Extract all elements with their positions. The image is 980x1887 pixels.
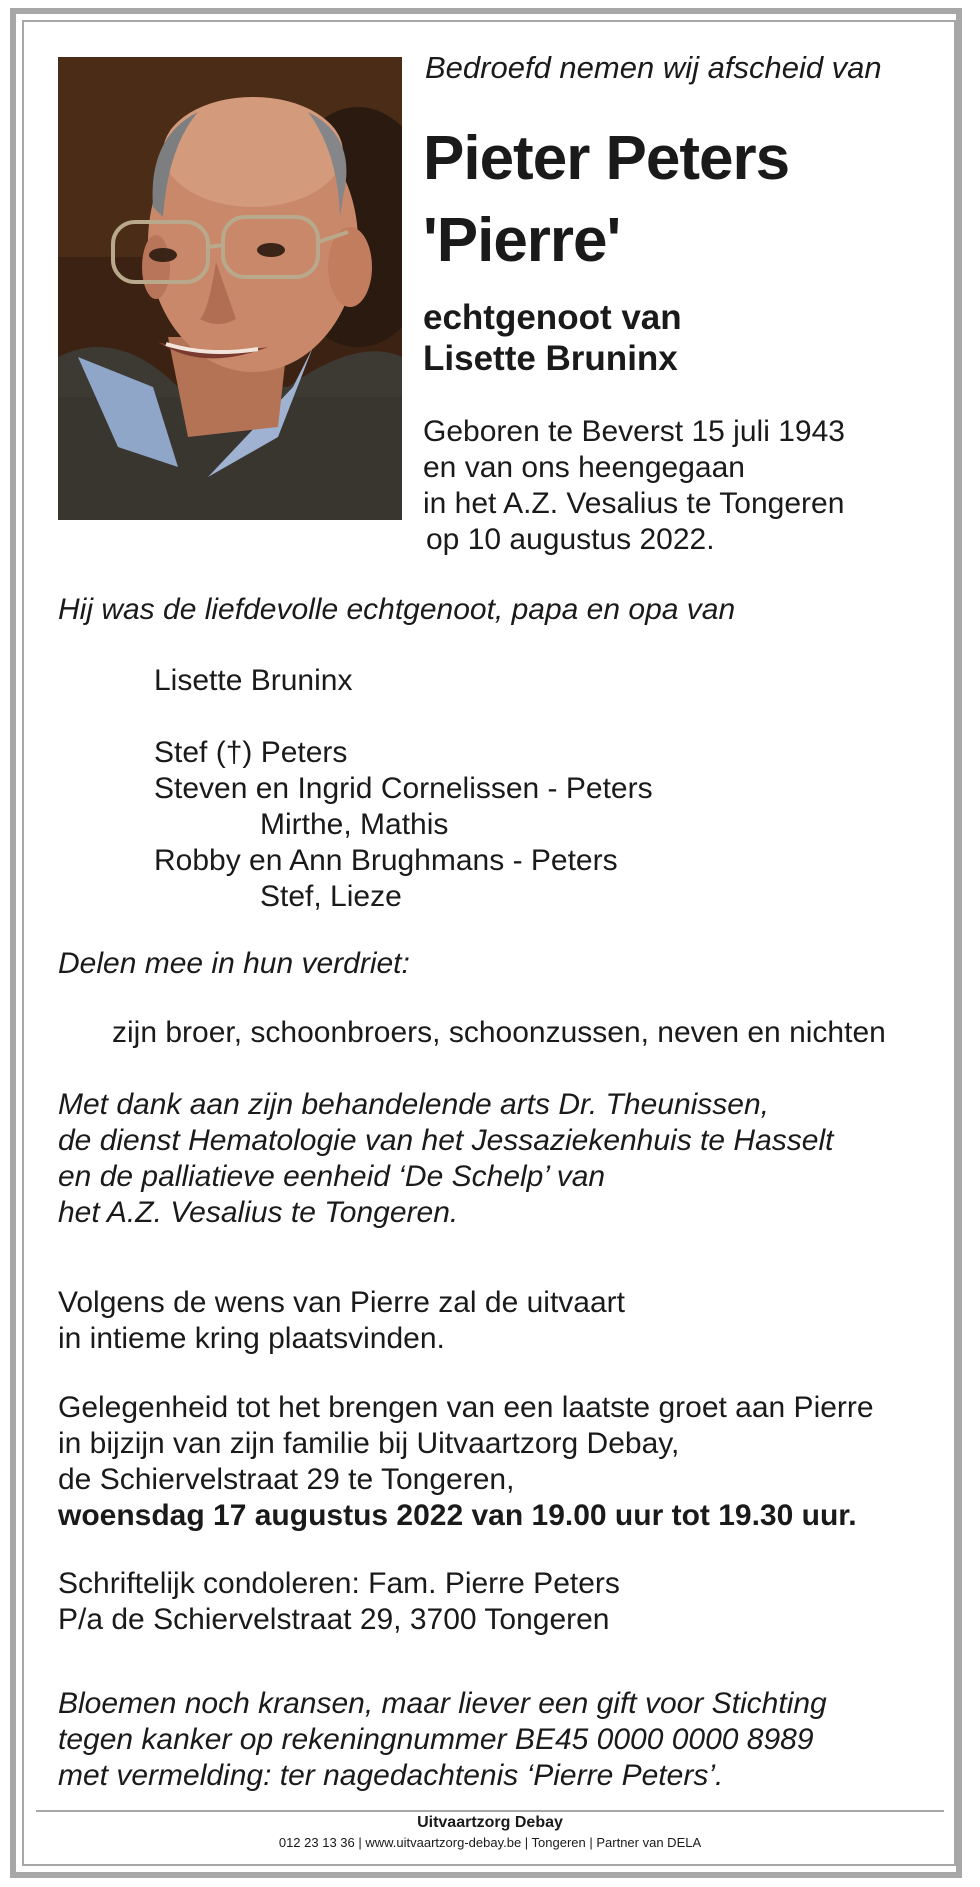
spouse-name: Lisette Bruninx (423, 339, 678, 378)
thanks-block (58, 1087, 833, 1231)
family-grandchildren: Mirthe, Mathis (260, 808, 449, 841)
flowers-line: Bloemen noch kransen, maar liever een gift voor Stichting (58, 1687, 827, 1720)
flowers-block (58, 1686, 827, 1794)
condolences-block (58, 1566, 620, 1638)
loving-heading: Hij was de liefdevolle echtgenoot, papa en opa van (58, 593, 736, 626)
footer-divider (36, 1810, 944, 1812)
footer-title: Uitvaartzorg Debay (417, 1814, 563, 1831)
share-heading: Delen mee in hun verdriet: (58, 947, 410, 980)
bio-line: en van ons heengegaan (423, 451, 745, 484)
family-list (154, 663, 653, 915)
greeting-line: in bijzijn van zijn familie bij Uitvaartzorg Debay, (58, 1427, 680, 1460)
spouse-label: echtgenoot van (423, 298, 682, 337)
bio-line: op 10 augustus 2022. (426, 523, 715, 556)
relatives-text: zijn broer, schoonbroers, schoonzussen, neven en nichten (112, 1016, 886, 1049)
condolences-line: Schriftelijk condoleren: Fam. Pierre Peters (58, 1567, 620, 1600)
greeting-datetime: woensdag 17 augustus 2022 van 19.00 uur tot 19.30 uur. (58, 1499, 857, 1532)
thanks-line: het A.Z. Vesalius te Tongeren. (58, 1196, 459, 1229)
family-child: Stef (†) Peters (154, 736, 348, 769)
portrait-illustration (58, 57, 402, 520)
greeting-line: Gelegenheid tot het brengen van een laatste groet aan Pierre (58, 1391, 874, 1424)
greeting-block (58, 1390, 874, 1534)
thanks-line: de dienst Hematologie van het Jessaziekenhuis te Hasselt (58, 1124, 834, 1157)
family-child: Steven en Ingrid Cornelissen - Peters (154, 772, 653, 805)
intro-text: Bedroefd nemen wij afscheid van (425, 50, 882, 85)
deceased-name-line: Pieter Peters (423, 124, 790, 193)
deceased-nickname: 'Pierre' (423, 206, 621, 275)
bio-line: in het A.Z. Vesalius te Tongeren (423, 487, 845, 520)
family-wife: Lisette Bruninx (154, 664, 353, 697)
wish-block (58, 1285, 625, 1357)
deceased-name (423, 118, 789, 282)
bio-line: Geboren te Beverst 15 juli 1943 (423, 415, 845, 448)
greeting-line: de Schiervelstraat 29 te Tongeren, (58, 1463, 515, 1496)
bio-block (423, 414, 845, 558)
family-child: Robby en Ann Brughmans - Peters (154, 844, 618, 877)
thanks-line: Met dank aan zijn behandelende arts Dr. Theunissen, (58, 1088, 769, 1121)
spouse-block (423, 297, 682, 379)
footer-info: 012 23 13 36 | www.uitvaartzorg-debay.be | Tongeren | Partner van DELA (278, 1835, 702, 1850)
condolences-address: P/a de Schiervelstraat 29, 3700 Tongeren (58, 1603, 610, 1636)
wish-line: Volgens de wens van Pierre zal de uitvaart (58, 1286, 625, 1319)
family-grandchildren: Stef, Lieze (260, 880, 402, 913)
flowers-line: tegen kanker op rekeningnummer BE45 0000 0000 8989 (58, 1723, 814, 1756)
thanks-line: en de palliatieve eenheid ‘De Schelp’ van (58, 1160, 606, 1193)
wish-line: in intieme kring plaatsvinden. (58, 1322, 445, 1355)
portrait-photo (58, 57, 402, 520)
flowers-line: met vermelding: ter nagedachtenis ‘Pierre Peters’. (58, 1759, 724, 1792)
